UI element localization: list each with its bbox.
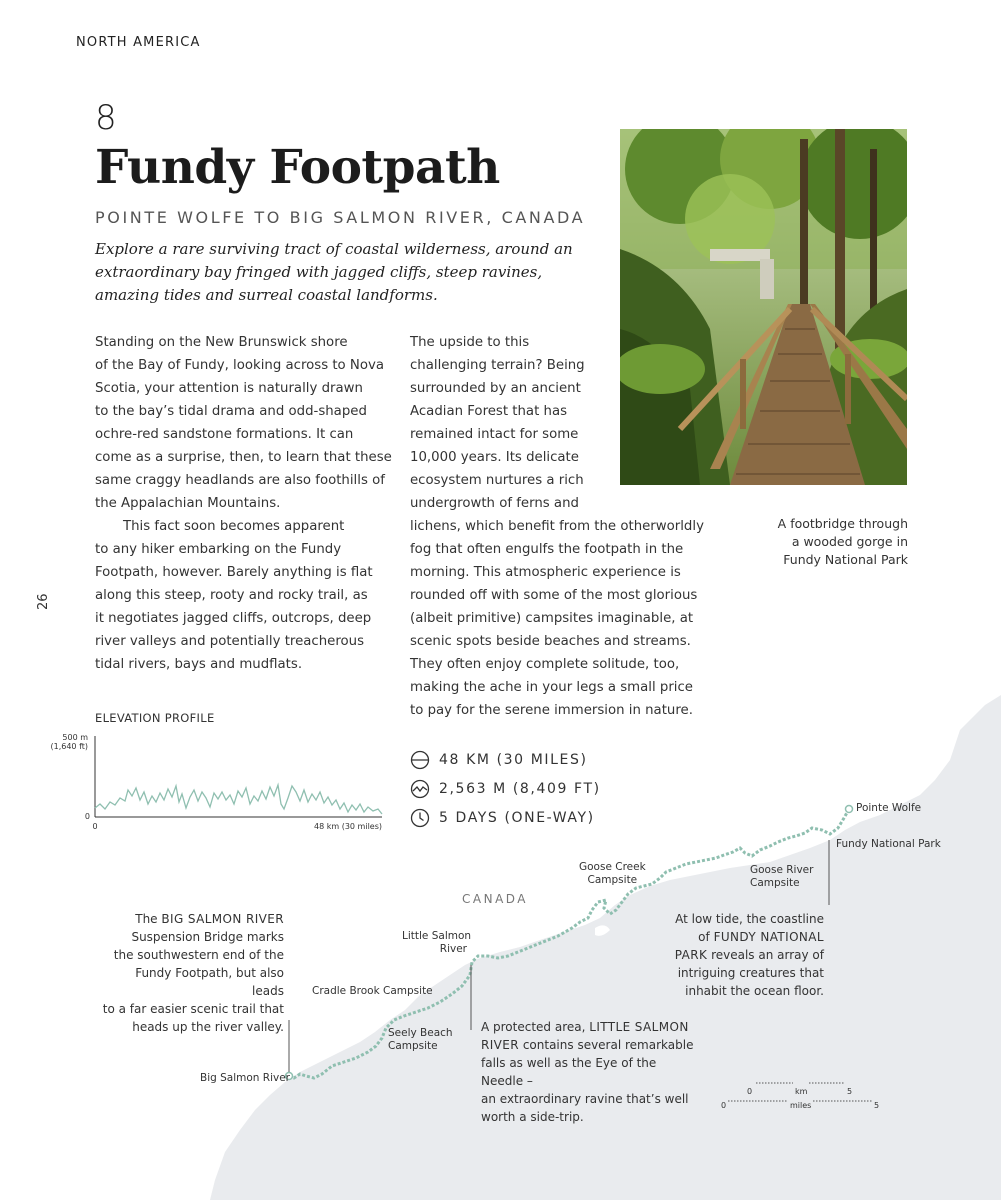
- note-highlight: FUNDY NATIONAL: [713, 930, 824, 944]
- body-line: to any hiker embarking on the Fundy: [95, 542, 342, 557]
- body-line: along this steep, rooty and rocky trail, as: [95, 588, 368, 603]
- y-zero-label: 0: [84, 812, 90, 821]
- body-line: scenic spots beside beaches and streams.: [410, 634, 691, 649]
- note-text: reveals an array of: [707, 948, 824, 962]
- place-line: Campsite: [750, 877, 800, 889]
- x-zero-label: 0: [92, 822, 98, 831]
- note-line: [481, 1018, 701, 1036]
- place-line: River: [439, 943, 467, 955]
- footbridge-illustration: [620, 129, 907, 485]
- note-highlight: BIG SALMON RIVER: [161, 912, 284, 926]
- y-max-label-m: 500 m: [62, 733, 88, 742]
- place-goose-creek-campsite: [579, 861, 646, 887]
- note-text: A protected area,: [481, 1020, 590, 1034]
- body-line: This fact soon becomes apparent: [123, 519, 345, 534]
- body-line: morning. This atmospheric experience is: [410, 565, 681, 580]
- photo-caption: [740, 515, 908, 569]
- place-fundy-national-park: Fundy National Park: [836, 838, 941, 850]
- place-seely-beach-campsite: [388, 1027, 453, 1053]
- scale-km-label: km: [795, 1087, 808, 1096]
- intro-text: Explore a rare surviving tract of coastal wilderness, around an extraordinary bay fringed with jagged cliffs, steep ravines, amazing tides and surreal coastal landforms.: [95, 240, 573, 304]
- scale-mi-zero: 0: [721, 1101, 727, 1110]
- body-line: Scotia, your attention is naturally drawn: [95, 381, 363, 396]
- note-line: Suspension Bridge marks: [131, 930, 284, 944]
- body-line: come as a surprise, then, to learn that these: [95, 450, 392, 465]
- note-line: an extraordinary ravine that’s well: [481, 1092, 689, 1106]
- body-line: undergrowth of ferns and: [410, 496, 579, 511]
- body-line: same craggy headlands are also foothills of: [95, 473, 385, 488]
- body-line: to pay for the serene immersion in nature.: [410, 703, 693, 718]
- note-line: to a far easier scenic trail that: [102, 1002, 284, 1016]
- note-line: [650, 946, 824, 964]
- note-fundy-national-park: [650, 910, 824, 1000]
- y-max-label-ft: (1,640 ft): [50, 742, 88, 751]
- stat-duration-value: 5 DAYS (ONE-WAY): [439, 810, 595, 826]
- note-line: worth a side-trip.: [481, 1110, 584, 1124]
- place-little-salmon-river: [402, 930, 472, 956]
- note-line: [481, 1036, 701, 1054]
- note-line: [100, 910, 284, 928]
- body-line: Standing on the New Brunswick shore: [95, 335, 348, 350]
- body-line: rounded off with some of the most glorious: [410, 588, 698, 603]
- body-line: remained intact for some: [410, 427, 579, 442]
- stat-distance-value: 48 KM (30 MILES): [439, 752, 588, 768]
- place-line: Goose River: [750, 864, 814, 876]
- body-line: 10,000 years. Its delicate: [410, 450, 579, 465]
- note-highlight: PARK: [674, 948, 708, 962]
- body-line: to the bay’s tidal drama and odd-shaped: [95, 404, 367, 419]
- note-line: At low tide, the coastline: [675, 912, 824, 926]
- body-line: making the ache in your legs a small price: [410, 680, 693, 695]
- note-text: of: [698, 930, 714, 944]
- body-line: of the Bay of Fundy, looking across to Nova: [95, 358, 385, 373]
- caption-line: A footbridge through: [777, 516, 908, 531]
- body-line: ecosystem nurtures a rich: [410, 473, 584, 488]
- note-highlight: RIVER: [481, 1038, 520, 1052]
- body-line: the Appalachian Mountains.: [95, 496, 281, 511]
- body-line: Footpath, however. Barely anything is flat: [95, 565, 373, 580]
- note-big-salmon-river: [100, 910, 284, 1036]
- route-number: 8: [95, 98, 117, 138]
- body-line: lichens, which benefit from the otherworldly: [410, 519, 704, 534]
- note-line: heads up the river valley.: [132, 1020, 284, 1034]
- note-line: Fundy Footpath, but also leads: [135, 966, 284, 998]
- pointe-wolfe-marker: [846, 806, 853, 813]
- body-line: surrounded by an ancient: [410, 381, 581, 396]
- place-pointe-wolfe: Pointe Wolfe: [856, 802, 922, 814]
- body-line: (albeit primitive) campsites imaginable, at: [410, 611, 694, 626]
- place-goose-river-campsite: [750, 864, 813, 890]
- country-label: CANADA: [462, 892, 529, 906]
- place-line: Campsite: [388, 1040, 438, 1052]
- place-line: Goose Creek: [579, 861, 646, 873]
- note-text: The: [135, 912, 162, 926]
- caption-line: Fundy National Park: [783, 552, 908, 567]
- route-subtitle: POINTE WOLFE TO BIG SALMON RIVER, CANADA: [95, 208, 586, 227]
- place-big-salmon-river: Big Salmon River: [200, 1072, 290, 1084]
- route-title: Fundy Footpath: [95, 140, 500, 195]
- x-end-label: 48 km (30 miles): [314, 822, 382, 831]
- place-line: Seely Beach: [388, 1027, 453, 1039]
- footbridge-photo: [620, 129, 907, 485]
- page-number: 26: [36, 593, 51, 610]
- scale-mi-max: 5: [874, 1101, 880, 1110]
- note-line: the southwestern end of the: [113, 948, 284, 962]
- place-cradle-brook-campsite: Cradle Brook Campsite: [312, 985, 433, 997]
- body-line: challenging terrain? Being: [410, 358, 585, 373]
- elevation-profile-title: ELEVATION PROFILE: [95, 711, 215, 725]
- body-line: tidal rivers, bays and mudflats.: [95, 657, 303, 672]
- scale-mi-label: miles: [790, 1101, 812, 1110]
- body-line: Acadian Forest that has: [410, 404, 568, 419]
- body-line: fog that often engulfs the footpath in the: [410, 542, 684, 557]
- caption-line: a wooded gorge in: [791, 534, 908, 549]
- note-highlight: LITTLE SALMON: [589, 1020, 689, 1034]
- note-line: falls as well as the Eye of the Needle –: [481, 1056, 657, 1088]
- note-text: contains several remarkable: [519, 1038, 694, 1052]
- scale-km-zero: 0: [747, 1087, 753, 1096]
- place-line: Campsite: [587, 874, 638, 886]
- body-line: ochre-red sandstone formations. It can: [95, 427, 354, 442]
- place-line: Little Salmon: [402, 930, 472, 942]
- note-line: intriguing creatures that: [677, 966, 824, 980]
- note-line: [650, 928, 824, 946]
- body-line: The upside to this: [410, 335, 530, 350]
- region-label: NORTH AMERICA: [76, 35, 201, 50]
- scale-km-max: 5: [847, 1087, 853, 1096]
- note-line: inhabit the ocean floor.: [685, 984, 824, 998]
- body-line: They often enjoy complete solitude, too,: [410, 657, 680, 672]
- note-little-salmon-river: [481, 1018, 701, 1126]
- body-line: river valleys and potentially treacherous: [95, 634, 364, 649]
- body-column-1: [95, 331, 395, 676]
- body-line: it negotiates jagged cliffs, outcrops, deep: [95, 611, 372, 626]
- stat-elevation-value: 2,563 M (8,409 FT): [439, 781, 601, 797]
